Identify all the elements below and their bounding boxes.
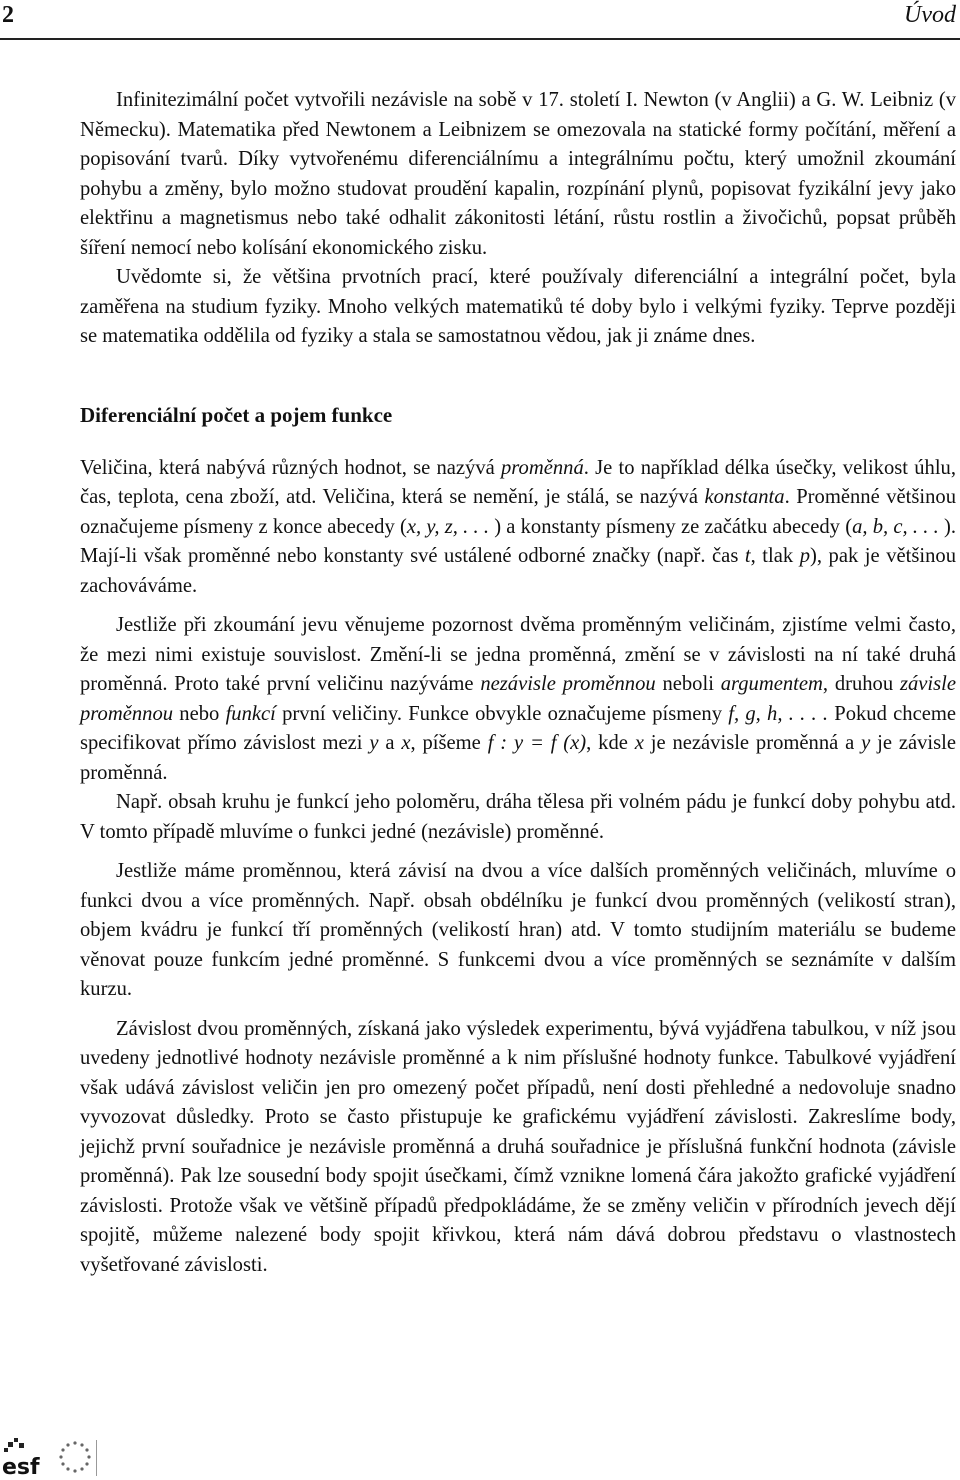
term-argument: argumentem <box>720 673 823 695</box>
eu-stars-icon <box>58 1440 92 1474</box>
page-number: 2 <box>2 2 14 28</box>
text-run: Veličina, která nabývá různých hodnot, se nazývá <box>80 456 501 479</box>
math-p: p <box>799 545 810 567</box>
text-run: ). Mají-li však proměnné nebo konstanty své ustálené odborné značky (např. čas <box>80 515 957 567</box>
section-paragraph-2 <box>80 611 956 788</box>
footer-separator <box>96 1440 97 1476</box>
math-function-def: f : y = f (x) <box>487 732 587 754</box>
math-xyz: x, y, z, . . . <box>406 515 489 538</box>
section-heading: Diferenciální počet a pojem funkce <box>80 402 393 427</box>
text-run: a <box>378 732 402 754</box>
esf-logo-text: esf <box>2 1455 40 1478</box>
math-x: x <box>634 732 644 754</box>
text-run: je nezávisle proměnná a <box>643 732 862 754</box>
text-run: první veličiny. Funkce obvykle označujeme písmeny <box>275 702 729 725</box>
text-run: . Je to například délka úsečky, velikost úhlu, čas, teplota, cena zboží, atd. Veličina, která se nemění, je stálá, se nazývá <box>80 456 956 508</box>
math-fgh: f, g, h, . . . . <box>728 702 829 725</box>
term-zavisle-promenna: závisle proměnnou <box>80 673 956 725</box>
text-run: , druhou <box>822 673 900 695</box>
term-promenna: proměnná <box>501 456 584 479</box>
text-run: , tlak <box>750 545 800 567</box>
math-t: t <box>744 545 751 567</box>
intro-paragraph-2: Uvědomte si, že většina prvotních prací, které používaly diferenciální a integrální počet, byla zaměřena na studium fyziky. Mnoho velkých matematiků té doby bylo i velkými fyziky. Teprve později se matematika oddělila od fyziky a stala se samostatnou vědou, jak ji známe dnes. <box>80 266 956 347</box>
text-run: ) a konstanty písmeny ze začátku abecedy ( <box>488 515 853 538</box>
esf-logo <box>2 1438 42 1478</box>
text-run: je závisle proměnná. <box>80 732 957 784</box>
math-y: y <box>369 732 379 754</box>
intro-paragraph-1: Infinitezimální počet vytvořili nezávisle na sobě v 17. století I. Newton (v Anglii) a G. W. Leibniz (v Německu). Matematika před Newtonem a Leibnizem se omezovala na statické formy počítání, měření a popisování tvarů. Díky vytvořenému diferenciálnímu a integrálnímu počtu, který umožnil zkoumání pohybu a změny, bylo možno studovat proudění kapalin, rozpínání plynů, popisovat fyzikální jevy jako elektřinu a magnetismus nebo také odhalit zákonitosti létání, růstu rostlin a živočichů, popsat průběh šíření nemocí nebo kolísání ekonomického zisku. <box>80 89 956 259</box>
term-nezavisle-promenna: nezávisle proměnnou <box>480 673 656 695</box>
text-run: , píšeme <box>410 732 488 754</box>
text-run: neboli <box>655 673 721 695</box>
text-run: Pokud chceme specifikovat přímo závislost mezi <box>80 702 957 754</box>
section-paragraph-4: Jestliže máme proměnnou, která závisí na dvou a více dalších proměnných veličinách, mluvíme o funkci dvou a více proměnných. Např. obsah obdélníku je funkcí dvou proměnných (velikostí stran), objem kvádru je funkcí tří proměnných (velikostí hran) atd. V tomto studijním materiálu se budeme věnovat pouze funkcím jedné proměnné. S funkcemi dvou a více proměnných se seznámíte v dalším kurzu. <box>80 860 956 1000</box>
math-x: x <box>401 732 411 754</box>
page-header <box>0 0 960 42</box>
math-y: y <box>861 732 871 754</box>
text-run: Jestliže při zkoumání jevu věnujeme pozornost dvěma proměnným veličinám, zjistíme velmi často, že mezi nimi existuje souvislost. Změní-li se jedna proměnná, změní se v závislosti na ní také druhá proměnná. Proto také první veličinu nazýváme <box>80 614 956 695</box>
page-content <box>80 86 956 1280</box>
chapter-title: Úvod <box>904 2 956 28</box>
section-paragraph-5: Závislost dvou proměnných, získaná jako výsledek experimentu, bývá vyjádřena tabulkou, v níž jsou uvedeny jednotlivé hodnoty nezávisle proměnné a k nim příslušné hodnoty funkce. Tabulkové vyjádření však udává závislost veličin jen pro omezený počet případů, není dosti přehledné a nedovoluje snadno vyvozovat důsledky. Proto se často přistupuje ke grafickému vyjádření závislosti. Zakreslíme body, jejichž první souřadnice je nezávisle proměnná a druhá souřadnice je příslušná funkční hodnota (závisle proměnná). Pak lze sousední body spojit úsečkami, čímž vznikne lomená čára jakožto grafické vyjádření závislosti. Protože však ve většině případů předpokládáme, že se změny veličin v přírodních jevech dějí spojitě, můžeme nalezené body spojit křivkou, která nám dává dobrou představu o vlastnostech vyšetřované závislosti. <box>80 1017 956 1276</box>
text-run: . Proměnné většinou označujeme písmeny z konce abecedy ( <box>80 486 957 538</box>
header-rule <box>0 38 960 40</box>
text-run: , kde <box>586 732 635 754</box>
text-run: ), pak je většinou zachováváme. <box>80 545 956 597</box>
term-funkce: funkcí <box>225 702 276 725</box>
section-paragraph-3: Např. obsah kruhu je funkcí jeho poloměru, dráha tělesa při volném pádu je funkcí doby pohybu atd. V tomto případě mluvíme o funkci jedné (nezávisle) proměnné. <box>80 791 956 843</box>
math-abc: a, b, c, . . . <box>852 515 939 538</box>
section-paragraph-1 <box>80 454 956 602</box>
term-konstanta: konstanta <box>704 486 785 508</box>
text-run: nebo <box>173 702 226 725</box>
page-footer <box>0 1436 140 1480</box>
